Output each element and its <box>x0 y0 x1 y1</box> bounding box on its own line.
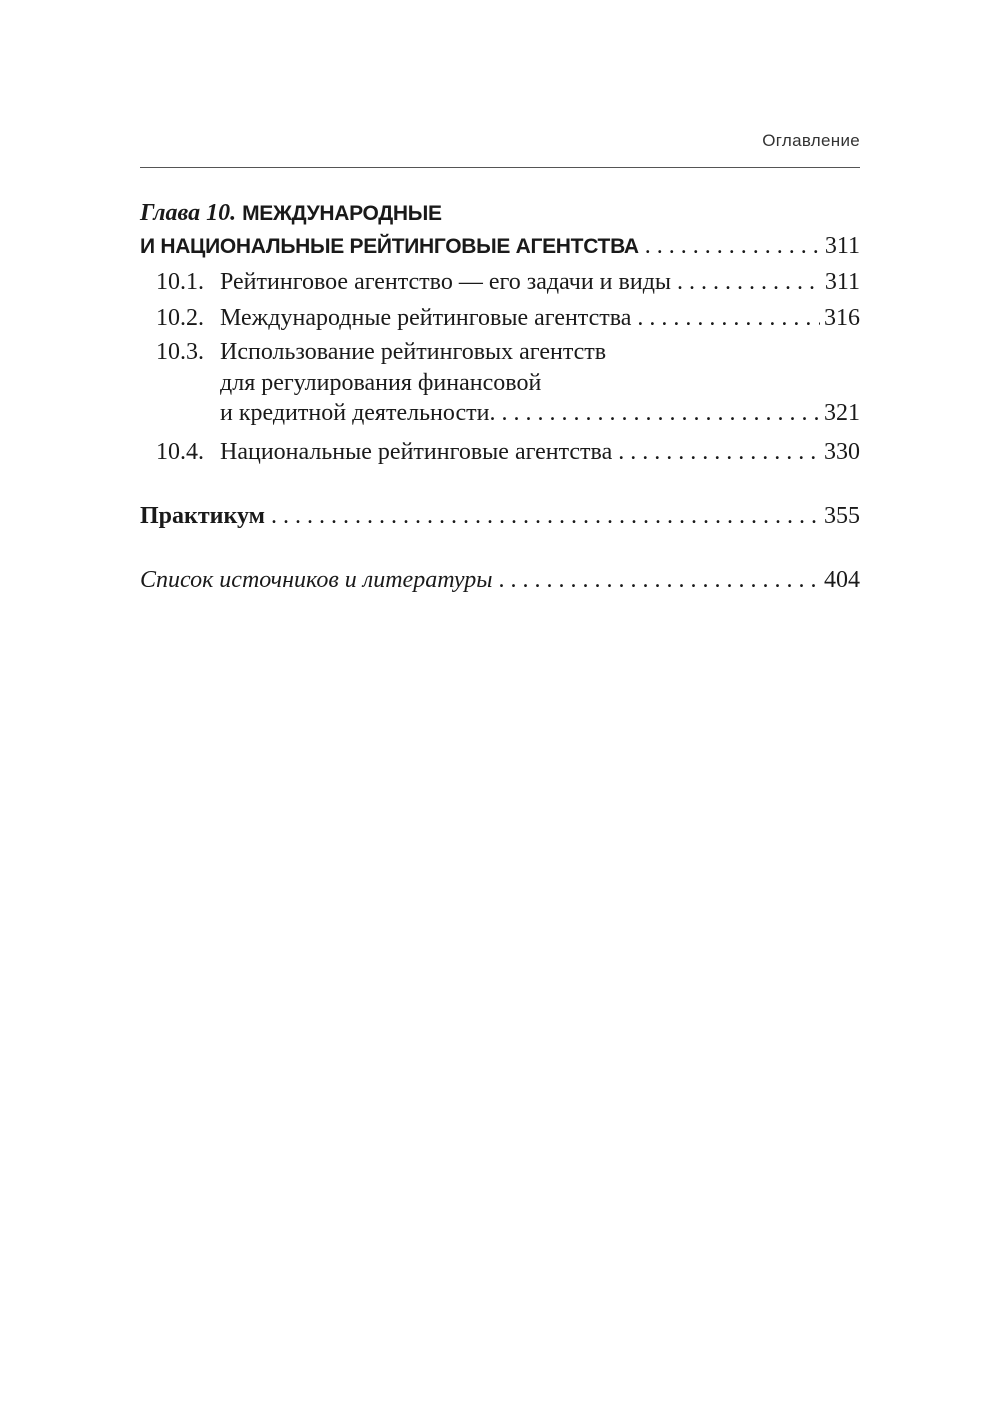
toc-sources[interactable] <box>140 562 860 598</box>
page-number: 311 <box>824 269 860 295</box>
page-number: 330 <box>824 439 860 465</box>
running-header: Оглавление <box>762 131 860 150</box>
section-title-line2: для регулирования финансовой <box>220 370 542 396</box>
toc-practicum[interactable] <box>140 498 860 534</box>
page-number: 316 <box>824 305 860 331</box>
leader-dots <box>637 300 820 336</box>
header-rule <box>140 167 860 168</box>
page-number: 404 <box>824 567 860 593</box>
section-number: 10.3. <box>156 339 204 365</box>
chapter-title-line2: И НАЦИОНАЛЬНЫЕ РЕЙТИНГОВЫЕ АГЕНТСТВА <box>140 235 639 258</box>
toc-chapter-heading <box>140 198 860 228</box>
leader-dots <box>499 562 820 598</box>
sources-title: Список источников и литературы <box>140 567 493 593</box>
table-of-contents <box>140 198 860 598</box>
leader-dots <box>677 264 821 300</box>
leader-dots <box>501 398 820 428</box>
section-title: Национальные рейтинговые агентства <box>220 439 613 465</box>
toc-section-10-4[interactable] <box>140 434 860 470</box>
chapter-title-line1: МЕЖДУНАРОДНЫЕ <box>242 202 442 225</box>
practicum-title: Практикум <box>140 503 265 529</box>
section-title: Рейтинговое агентство — его задачи и виды <box>220 269 672 295</box>
toc-section-10-1[interactable] <box>140 264 860 300</box>
leader-dots <box>271 498 820 534</box>
section-title: Международные рейтинговые агентства <box>220 305 632 331</box>
section-title-line3: и кредитной деятельности. <box>220 400 496 426</box>
section-title-line1: Использование рейтинговых агентств <box>220 339 607 365</box>
page-number: 311 <box>824 233 860 259</box>
toc-chapter-entry[interactable] <box>140 228 860 264</box>
leader-dots <box>645 228 821 264</box>
section-number: 10.1. <box>156 269 204 295</box>
toc-section-10-3[interactable] <box>140 336 860 428</box>
chapter-label: Глава 10. <box>140 200 237 226</box>
section-number: 10.4. <box>156 439 204 465</box>
toc-section-10-2[interactable] <box>140 300 860 336</box>
page-number: 355 <box>824 503 860 529</box>
leader-dots <box>618 434 820 470</box>
section-number: 10.2. <box>156 305 204 331</box>
page-number: 321 <box>824 400 860 426</box>
